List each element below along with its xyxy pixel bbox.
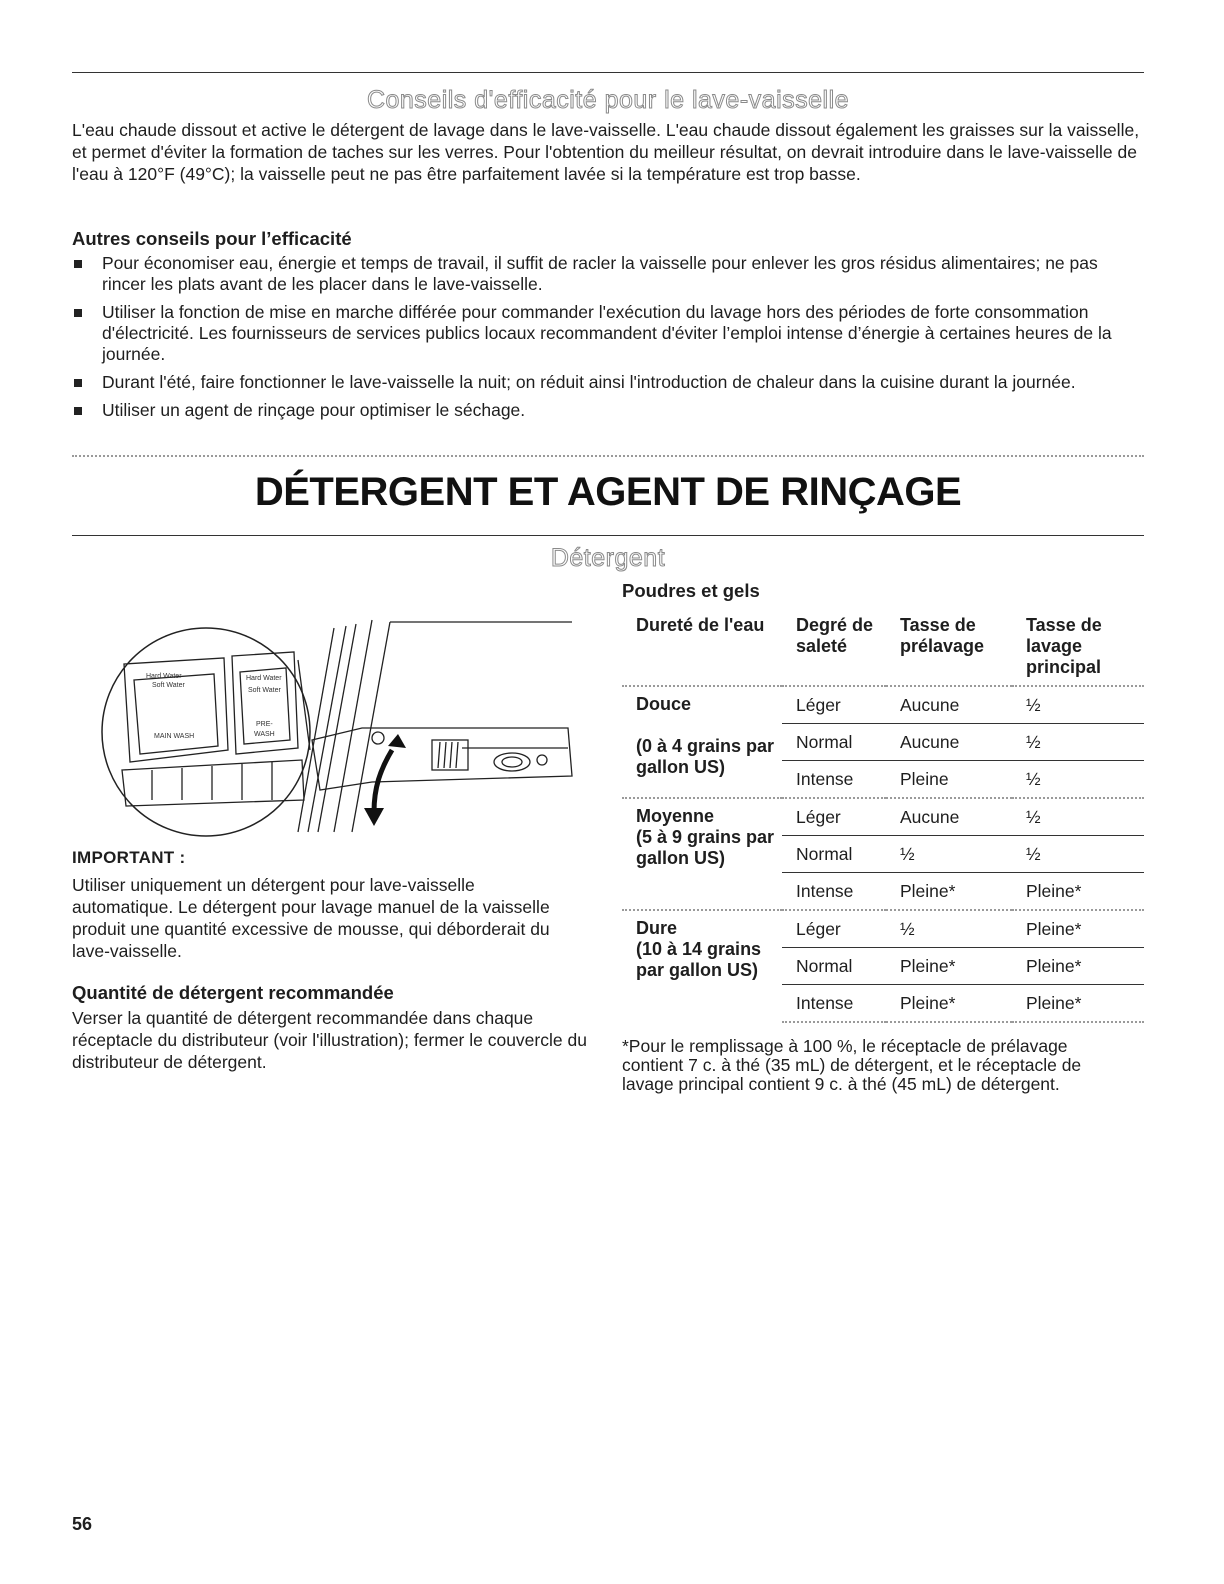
table-row: Douce (0 à 4 grains par gallon US) Léger Aucune ½ (622, 686, 1144, 724)
soft-water-label-2: Soft Water (248, 687, 281, 694)
table-row: Normal ½ ½ (622, 836, 1144, 873)
table-row: Dure (10 à 14 grains par gallon US) Léger ½ Pleine* (622, 910, 1144, 948)
title-rule (72, 535, 1144, 536)
section-title-efficiency: Conseils d'efficacité pour le lave-vaisselle (366, 86, 850, 114)
bullet-square-icon (74, 309, 82, 317)
recommended-text: Verser la quantité de détergent recommandée dans chaque réceptacle du distributeur (voir l'illustration); fermer le couvercle du distributeur de détergent. (72, 1008, 587, 1072)
important-text: Utiliser uniquement un détergent pour lave-vaisselle automatique. Le détergent pour lavage manuel de la vaisselle produit une quantité excessive de mousse, qui déborderait du lave-vaisselle. (72, 875, 550, 961)
pre-wash-label-1: PRE- (256, 721, 273, 728)
header-hardness: Dureté de l'eau (636, 615, 765, 635)
hard-water-label-1: Hard Water (146, 673, 182, 680)
table-row: Intense Pleine ½ (622, 761, 1144, 799)
list-item: Utiliser un agent de rinçage pour optimiser le séchage. (72, 400, 1144, 421)
detergent-table (622, 610, 1144, 1023)
table-row: Normal Pleine* Pleine* (622, 948, 1144, 985)
table-row: Normal Aucune ½ (622, 724, 1144, 761)
table-row: Intense Pleine* Pleine* (622, 985, 1144, 1023)
header-prewash: Tasse de prélavage (900, 615, 985, 656)
soft-water-label-1: Soft Water (152, 682, 185, 689)
recommended-heading: Quantité de détergent recommandée (72, 982, 394, 1003)
table-row: Intense Pleine* Pleine* (622, 873, 1144, 911)
section-divider (72, 455, 1144, 457)
table-row: Moyenne (5 à 9 grains par gallon US) Léger Aucune ½ (622, 798, 1144, 836)
hardness-cell: Moyenne (5 à 9 grains par gallon US) (622, 798, 782, 910)
efficiency-tips-list (72, 253, 1144, 428)
pre-wash-label-2: WASH (254, 731, 275, 738)
top-rule (72, 72, 1144, 73)
section-title-detergent: Détergent (550, 544, 666, 572)
list-item: Pour économiser eau, énergie et temps de travail, il suffit de racler la vaisselle pour enlever les gros résidus alimentaires; ne pas rincer les plats avant de les placer dans le lave-vaisselle. (72, 253, 1144, 295)
list-item: Durant l'été, faire fonctionner le lave-vaisselle la nuit; on réduit ainsi l'introduction de chaleur dans la cuisine durant la journée. (72, 372, 1144, 393)
header-mainwash: Tasse de lavage principal (1026, 615, 1102, 677)
hardness-cell: Dure (10 à 14 grains par gallon US) (622, 910, 782, 1022)
efficiency-intro: L'eau chaude dissout et active le détergent de lavage dans le lave-vaisselle. L'eau chaude dissout également les graisses sur la vaisselle, et permet d'éviter la formation de taches sur les verres. Pour l'obtention du meilleur résultat, on devrait introduire dans le lave-vaisselle de l'eau à 120°F (49°C); la vaisselle peut ne pas être parfaitement lavée si la température est trop basse. (72, 120, 1140, 184)
main-title: DÉTERGENT ET AGENT DE RINÇAGE (254, 470, 962, 514)
hard-water-label-2: Hard Water (246, 675, 282, 682)
bullet-square-icon (74, 260, 82, 268)
table-heading: Poudres et gels (622, 580, 760, 601)
important-label: IMPORTANT : (72, 848, 186, 867)
hardness-cell: Douce (0 à 4 grains par gallon US) (622, 686, 782, 798)
header-soil: Degré de saleté (796, 615, 874, 656)
list-item: Utiliser la fonction de mise en marche différée pour commander l'exécution du lavage hors des périodes de forte consommation d'électricité. Les fournisseurs de services publics locaux recommandent d'éviter l’emploi intense d’énergie à certaines heures de la journée. (72, 302, 1144, 365)
bullet-square-icon (74, 407, 82, 415)
dispenser-illustration (72, 600, 588, 840)
main-wash-label: MAIN WASH (154, 733, 195, 740)
other-tips-heading: Autres conseils pour l’efficacité (72, 228, 352, 249)
table-footnote: *Pour le remplissage à 100 %, le réceptacle de prélavage contient 7 c. à thé (35 mL) de détergent, et le réceptacle de lavage principal contient 9 c. à thé (45 mL) de détergent. (622, 1036, 1082, 1094)
bullet-square-icon (74, 379, 82, 387)
page-number: 56 (72, 1514, 93, 1534)
